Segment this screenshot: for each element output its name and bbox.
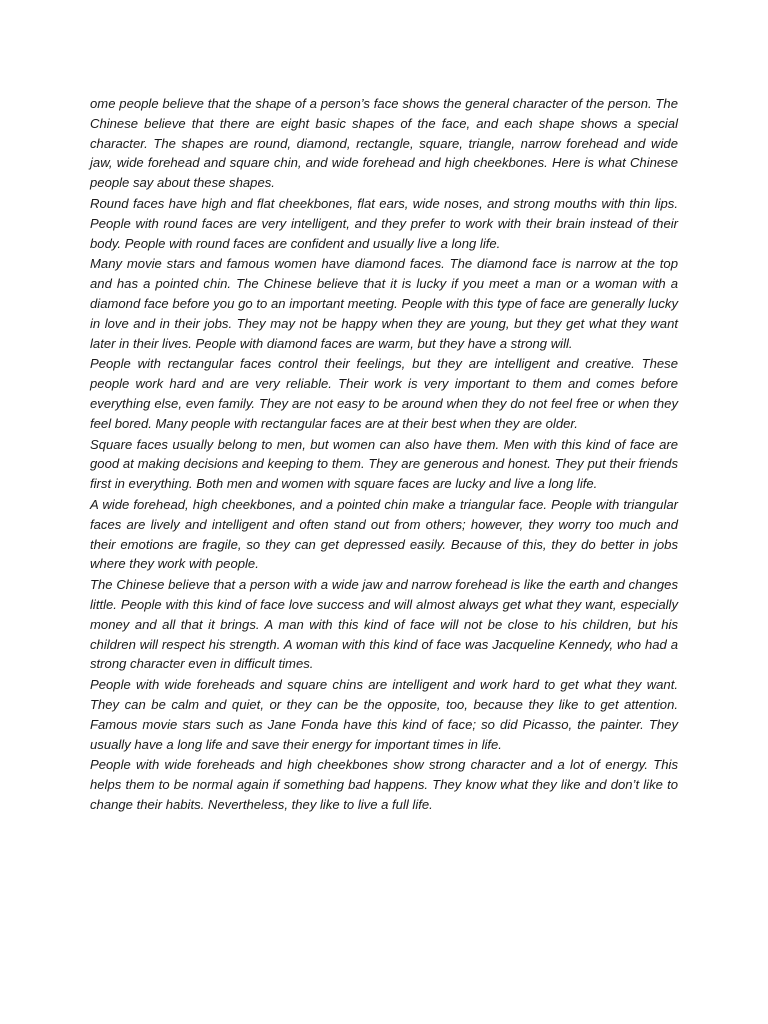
paragraph-intro: ome people believe that the shape of a person’s face shows the general character of the person. The Chinese believe that there are eight basic shapes of the face, and each shape shows a special character. The shapes are round, diamond, rectangle, square, triangle, narrow forehead and wide jaw, wide forehead and square chin, and wide forehead and high cheekbones. Here is what Chinese people say about these shapes. bbox=[90, 96, 678, 191]
paragraph-diamond-faces: Many movie stars and famous women have diamond faces. The diamond face is narrow at the top and has a pointed chin. The Chinese believe that it is lucky if you meet a man or a woman with a diamond face before you go to an important meeting. People with this type of face are generally lucky in love and in their jobs. They may not be happy when they are young, but they get what they want later in their lives. People with diamond faces are warm, but they have a strong will. bbox=[90, 256, 678, 351]
paragraph-rectangular-faces: People with rectangular faces control their feelings, but they are intelligent and creative. These people work hard and are very reliable. Their work is very important to them and comes before everything else, even family. They are not easy to be around when they do not feel free or when they feel bored. Many people with rectangular faces are at their best when they are older. bbox=[90, 356, 678, 431]
paragraph-wide-jaw-narrow-forehead: The Chinese believe that a person with a wide jaw and narrow forehead is like the earth and changes little. People with this kind of face love success and will almost always get what they want, especially money and all that it brings. A man with this kind of face will not be close to his children, but his children will respect his strength. A woman with this kind of face was Jacqueline Kennedy, who had a strong character even in difficult times. bbox=[90, 577, 678, 672]
paragraph-triangular-faces: A wide forehead, high cheekbones, and a pointed chin make a triangular face. People with triangular faces are lively and intelligent and often stand out from others; however, they worry too much and their emotions are fragile, so they can get depressed easily. Because of this, they do better in jobs where they work with people. bbox=[90, 496, 678, 572]
paragraph-wide-forehead-high-cheekbones: People with wide foreheads and high cheekbones show strong character and a lot of energy. This helps them to be normal again if something bad happens. They know what they like and don’t like to change their habits. Nevertheless, they like to live a full life. bbox=[90, 757, 678, 812]
paragraph-round-faces: Round faces have high and flat cheekbones, flat ears, wide noses, and strong mouths with thin lips. People with round faces are very intelligent, and they prefer to work with their brain instead of their body. People with round faces are confident and usually live a long life. bbox=[90, 195, 678, 251]
paragraph-square-faces: Square faces usually belong to men, but women can also have them. Men with this kind of face are good at making decisions and keeping to them. They are generous and honest. They put their friends first in everything. Both men and women with square faces are lucky and live a long life. bbox=[90, 436, 678, 492]
document-body bbox=[90, 94, 678, 816]
paragraph-wide-forehead-square-chin: People with wide foreheads and square chins are intelligent and work hard to get what they want. They can be calm and quiet, or they can be the opposite, too, because they like to get attention. Famous movie stars such as Jane Fonda have this kind of face; so did Picasso, the painter. They usually have a long life and save their energy for important times in life. bbox=[90, 677, 678, 752]
